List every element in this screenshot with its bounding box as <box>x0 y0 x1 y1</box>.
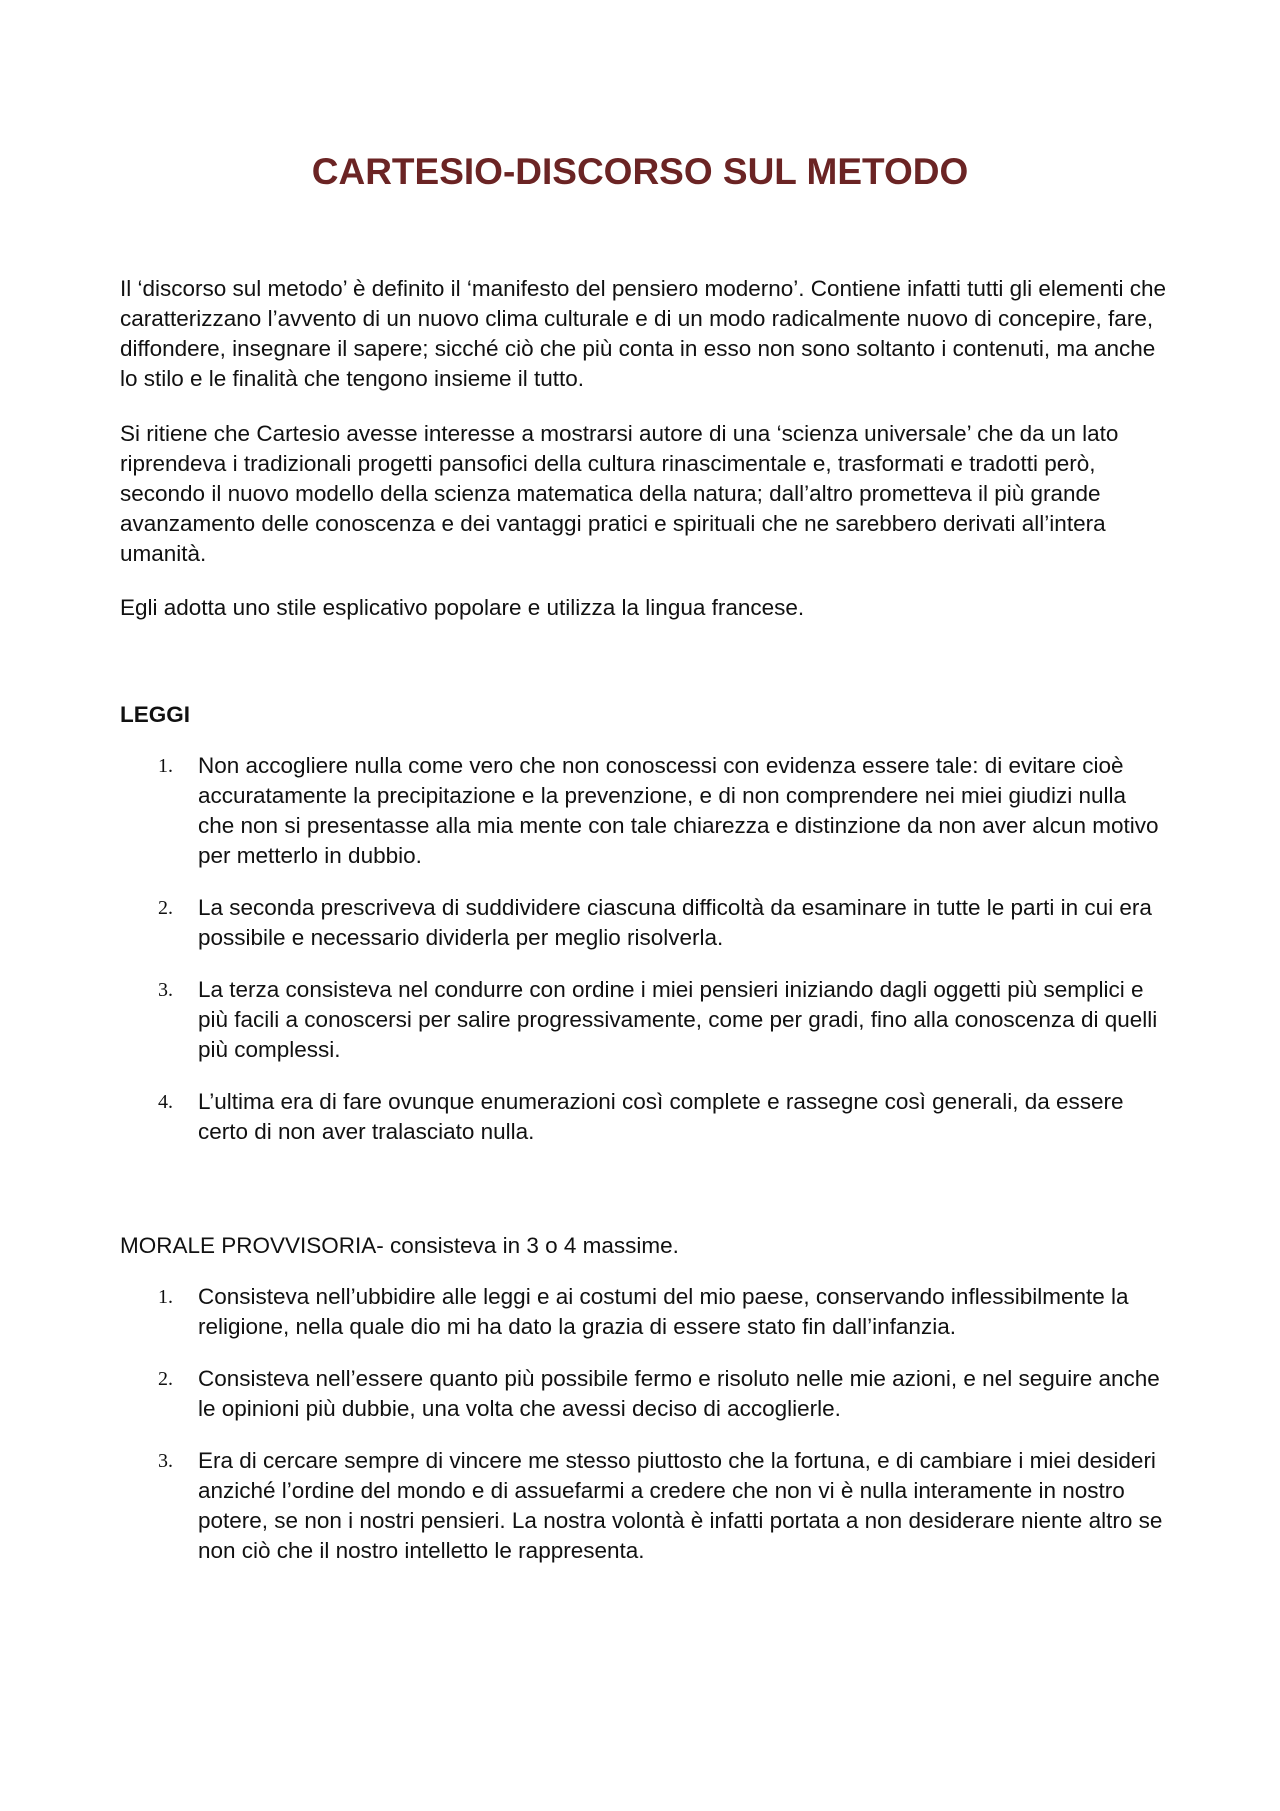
list-item-text: Consisteva nell’essere quanto più possibile fermo e risoluto nelle mie azioni, e nel seguire anche le opinioni più dubbie, una volta che avessi deciso di accoglierle. <box>198 1366 1160 1421</box>
list-number: 4. <box>158 1091 173 1113</box>
list-number: 3. <box>158 1450 173 1472</box>
morale-list <box>120 1282 1168 1588</box>
intro-paragraph-1: Il ‘discorso sul metodo’ è definito il ‘manifesto del pensiero moderno’. Contiene infatti tutti gli elementi che caratterizzano l’avvento di un nuovo clima culturale e di un modo radicalmente nuovo di concepire, fare, diffondere, insegnare il sapere; sicché ciò che più conta in esso non sono soltanto i contenuti, ma anche lo stilo e le finalità che tengono insieme il tutto. <box>120 276 1166 391</box>
section-heading-morale: MORALE PROVVISORIA- consisteva in 3 o 4 massime. <box>120 1233 679 1258</box>
list-item-text: La seconda prescriveva di suddividere ciascuna difficoltà da esaminare in tutte le parti in cui era possibile e necessario dividerla per meglio risolverla. <box>198 895 1152 950</box>
list-item <box>120 893 1168 953</box>
list-item-text: Era di cercare sempre di vincere me stesso piuttosto che la fortuna, e di cambiare i miei desideri anziché l’ordine del mondo e di assuefarmi a credere che non vi è nulla interamente in nostro potere, se non i nostri pensieri. La nostra volontà è infatti portata a non desiderare niente altro se non ciò che il nostro intelletto le rappresenta. <box>198 1448 1163 1563</box>
list-item-text: Non accogliere nulla come vero che non conoscessi con evidenza essere tale: di evitare cioè accuratamente la precipitazione e la prevenzione, e di non comprendere nei miei giudizi nulla che non si presentasse alla mia mente con tale chiarezza e distinzione da non aver alcun motivo per metterlo in dubbio. <box>198 753 1159 868</box>
list-item <box>120 975 1168 1065</box>
list-number: 2. <box>158 1368 173 1390</box>
list-number: 3. <box>158 979 173 1001</box>
list-item <box>120 751 1168 871</box>
list-item <box>120 1282 1168 1342</box>
list-item-text: La terza consisteva nel condurre con ordine i miei pensieri iniziando dagli oggetti più semplici e più facili a conoscersi per salire progressivamente, come per gradi, fino alla conoscenza di quelli più complessi. <box>198 977 1158 1062</box>
intro-paragraph-2: Si ritiene che Cartesio avesse interesse a mostrarsi autore di una ‘scienza universale’ che da un lato riprendeva i tradizionali progetti pansofici della cultura rinascimentale e, trasformati e tradotti però, secondo il nuovo modello della scienza matematica della natura; dall’altro prometteva il più grande avanzamento delle conoscenza e dei vantaggi pratici e spirituali che ne sarebbero derivati all’intera umanità. <box>120 421 1119 566</box>
intro-paragraph-3: Egli adotta uno stile esplicativo popolare e utilizza la lingua francese. <box>120 595 805 620</box>
list-number: 2. <box>158 897 173 919</box>
leggi-list <box>120 751 1168 1169</box>
list-item <box>120 1446 1168 1566</box>
section-heading-leggi: LEGGI <box>120 702 191 727</box>
list-item <box>120 1087 1168 1147</box>
list-item-text: L’ultima era di fare ovunque enumerazioni così complete e rassegne così generali, da essere certo di non aver tralasciato nulla. <box>198 1089 1124 1144</box>
list-item-text: Consisteva nell’ubbidire alle leggi e ai costumi del mio paese, conservando inflessibilmente la religione, nella quale dio mi ha dato la grazia di essere stato fin dall’infanzia. <box>198 1284 1129 1339</box>
list-number: 1. <box>158 1286 173 1308</box>
list-item <box>120 1364 1168 1424</box>
page-title: CARTESIO-DISCORSO SUL METODO <box>311 151 969 192</box>
list-number: 1. <box>158 755 173 777</box>
